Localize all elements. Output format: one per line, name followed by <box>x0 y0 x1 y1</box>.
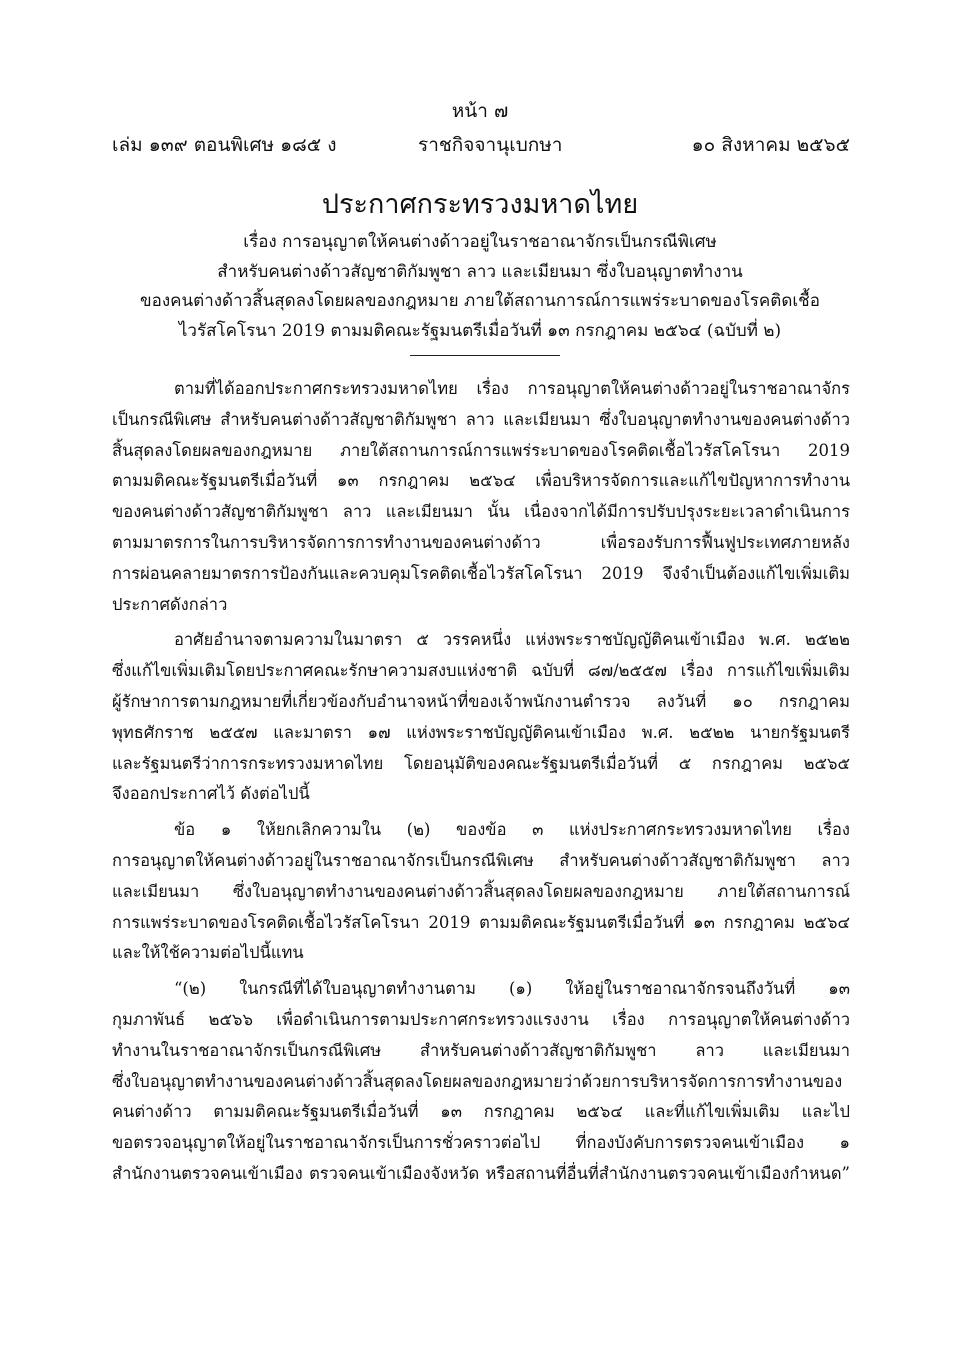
text-line: จึงออกประกาศไว้ ดังต่อไปนี้ <box>112 784 310 804</box>
publication-name: ราชกิจจานุเบกษา <box>418 134 563 156</box>
text-line: ประกาศดังกล่าว <box>112 594 228 614</box>
text-line: และเมียนมา ซึ่งใบอนุญาตทำงานของคนต่างด้าวสิ้นสุดลงโดยผลของกฎหมาย ภายใต้สถานการณ์ <box>112 881 850 901</box>
text-line: ตามมติคณะรัฐมนตรีเมื่อวันที่ ๑๓ กรกฎาคม ๒๕๖๔ เพื่อบริหารจัดการและแก้ไขปัญหาการทำงาน <box>112 471 850 491</box>
subject-line: เรื่อง การอนุญาตให้คนต่างด้าวอยู่ในราชอาณาจักรเป็นกรณีพิเศษ <box>243 232 717 252</box>
volume-issue: เล่ม ๑๓๙ ตอนพิเศษ ๑๘๕ ง <box>112 134 337 156</box>
text-line: และรัฐมนตรีว่าการกระทรวงมหาดไทย โดยอนุมัติของคณะรัฐมนตรีเมื่อวันที่ ๕ กรกฎาคม ๒๕๖๕ <box>112 753 850 773</box>
text-line: “(๒) ในกรณีที่ได้ใบอนุญาตทำงานตาม (๑) ให้อยู่ในราชอาณาจักรจนถึงวันที่ ๑๓ <box>174 979 850 999</box>
text-line: การแพร่ระบาดของโรคติดเชื้อไวรัสโคโรนา 2019 ตามมติคณะรัฐมนตรีเมื่อวันที่ ๑๓ กรกฎาคม ๒๕๖๔ <box>112 912 850 932</box>
text-line: ข้อ ๑ ให้ยกเลิกความใน (๒) ของข้อ ๓ แห่งประกาศกระทรวงมหาดไทย เรื่อง <box>174 820 850 840</box>
text-line: กุมภาพันธ์ ๒๕๖๖ เพื่อดำเนินการตามประกาศกระทรวงแรงงาน เรื่อง การอนุญาตให้คนต่างด้าว <box>112 1009 850 1029</box>
text-line: ขอตรวจอนุญาตให้อยู่ในราชอาณาจักรเป็นการชั่วคราวต่อไป ที่กองบังคับการตรวจคนเข้าเมือง ๑ <box>112 1133 850 1153</box>
text-line: พุทธศักราช ๒๕๕๗ และมาตรา ๑๗ แห่งพระราชบัญญัติคนเข้าเมือง พ.ศ. ๒๕๒๒ นายกรัฐมนตรี <box>112 722 850 742</box>
page-number: หน้า ๗ <box>451 100 509 122</box>
text-line: ทำงานในราชอาณาจักรเป็นกรณีพิเศษ สำหรับคนต่างด้าวสัญชาติกัมพูชา ลาว และเมียนมา <box>112 1040 850 1060</box>
text-line: อาศัยอำนาจตามความในมาตรา ๕ วรรคหนึ่ง แห่งพระราชบัญญัติคนเข้าเมือง พ.ศ. ๒๕๒๒ <box>174 630 850 650</box>
subject-block <box>100 228 860 346</box>
text-line: การอนุญาตให้คนต่างด้าวอยู่ในราชอาณาจักรเป็นกรณีพิเศษ สำหรับคนต่างด้าวสัญชาติกัมพูชา ลาว <box>112 850 850 870</box>
text-line: สิ้นสุดลงโดยผลของกฎหมาย ภายใต้สถานการณ์การแพร่ระบาดของโรคติดเชื้อไวรัสโคโรนา 2019 <box>112 440 850 460</box>
text-line: ซึ่งแก้ไขเพิ่มเติมโดยประกาศคณะรักษาความสงบแห่งชาติ ฉบับที่ ๘๗/๒๕๕๗ เรื่อง การแก้ไขเพิ่มเติม <box>112 661 850 681</box>
publication-date: ๑๐ สิงหาคม ๒๕๖๕ <box>691 134 850 156</box>
text-line: ของคนต่างด้าวสัญชาติกัมพูชา ลาว และเมียนมา นั้น เนื่องจากได้มีการปรับปรุงระยะเวลาดำเนินการ <box>112 502 850 522</box>
text-line: การผ่อนคลายมาตรการป้องกันและควบคุมโรคติดเชื้อไวรัสโคโรนา 2019 จึงจำเป็นต้องแก้ไขเพิ่มเติม <box>112 563 850 583</box>
subject-line: ของคนต่างด้าวสิ้นสุดลงโดยผลของกฎหมาย ภายใต้สถานการณ์การแพร่ระบาดของโรคติดเชื้อ <box>140 291 820 311</box>
paragraph-authority <box>112 625 850 810</box>
text-line: และให้ใช้ความต่อไปนี้แทน <box>112 943 304 963</box>
announcement-title: ประกาศกระทรวงมหาดไทย <box>321 189 639 220</box>
paragraph-clause-1 <box>112 815 850 969</box>
text-line: ตามมาตรการในการบริหารจัดการการทำงานของคนต่างด้าว เพื่อรองรับการฟื้นฟูประเทศภายหลัง <box>112 532 850 552</box>
subject-line: สำหรับคนต่างด้าวสัญชาติกัมพูชา ลาว และเมียนมา ซึ่งใบอนุญาตทำงาน <box>217 261 743 282</box>
paragraph-new-text <box>112 974 850 1190</box>
document-body <box>112 374 850 1195</box>
subject-line: ไวรัสโคโรนา 2019 ตามมติคณะรัฐมนตรีเมื่อวันที่ ๑๓ กรกฎาคม ๒๕๖๔ (ฉบับที่ ๒) <box>178 320 782 341</box>
text-line: คนต่างด้าว ตามมติคณะรัฐมนตรีเมื่อวันที่ ๑๓ กรกฎาคม ๒๕๖๔ และที่แก้ไขเพิ่มเติม และไป <box>112 1102 850 1122</box>
text-line: สำนักงานตรวจคนเข้าเมือง ตรวจคนเข้าเมืองจังหวัด หรือสถานที่อื่นที่สำนักงานตรวจคนเข้าเมืองกำหนด” <box>112 1163 850 1183</box>
text-line: ตามที่ได้ออกประกาศกระทรวงมหาดไทย เรื่อง การอนุญาตให้คนต่างด้าวอยู่ในราชอาณาจักร <box>174 379 850 398</box>
text-line: ซึ่งใบอนุญาตทำงานของคนต่างด้าวสิ้นสุดลงโดยผลของกฎหมายว่าด้วยการบริหารจัดการการทำงานของ <box>112 1071 843 1091</box>
gazette-header <box>112 130 850 156</box>
paragraph-preamble <box>112 374 850 620</box>
text-line: เป็นกรณีพิเศษ สำหรับคนต่างด้าวสัญชาติกัมพูชา ลาว และเมียนมา ซึ่งใบอนุญาตทำงานของคนต่างด้าว <box>112 409 850 429</box>
title-divider <box>410 355 560 356</box>
text-line: ผู้รักษาการตามกฎหมายที่เกี่ยวข้องกับอำนาจหน้าที่ของเจ้าพนักงานตำรวจ ลงวันที่ ๑๐ กรกฎาคม <box>112 691 850 711</box>
